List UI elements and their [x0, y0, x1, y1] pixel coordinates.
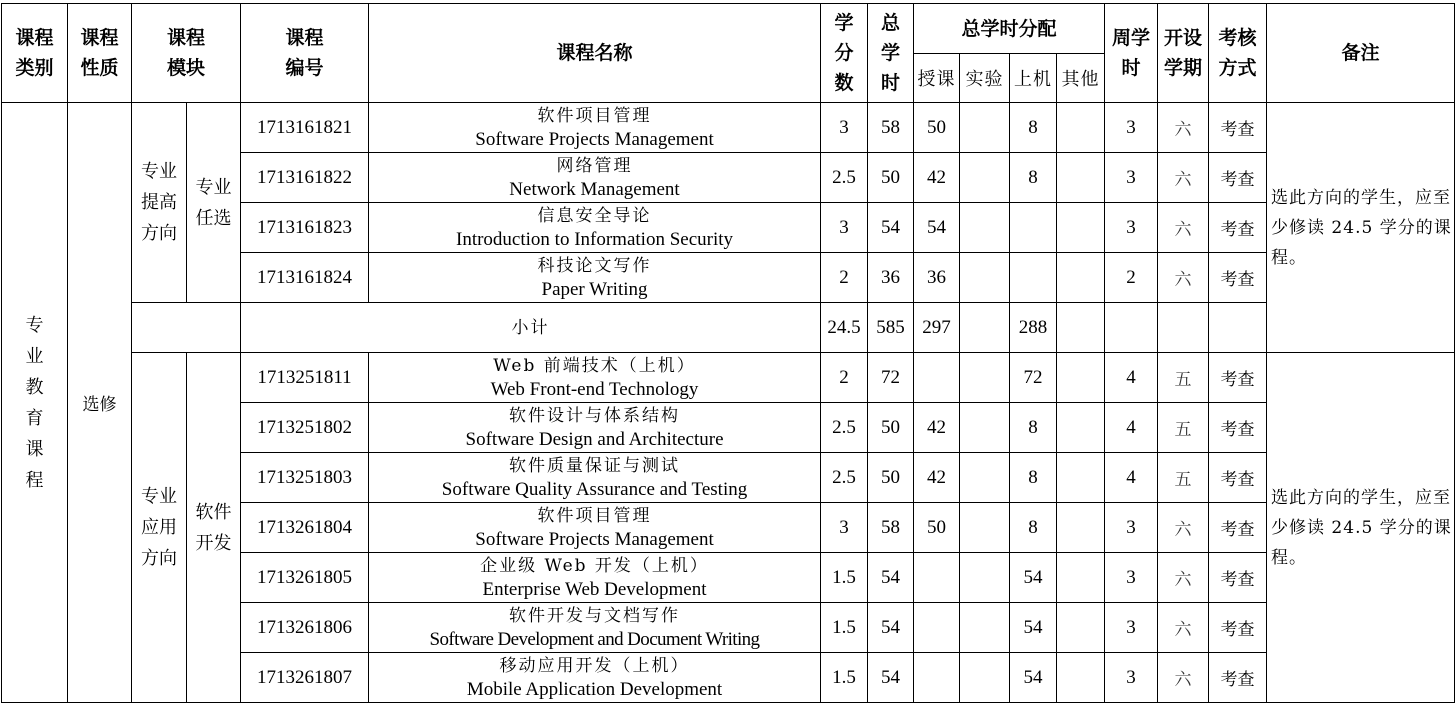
total-hours: 36 — [868, 253, 914, 303]
header-computer: 上机 — [1010, 54, 1057, 103]
header-assessment: 考核 方式 — [1209, 4, 1267, 103]
weekly-hours: 3 — [1105, 203, 1158, 253]
header-row-top — [2, 4, 1455, 54]
lecture-hours — [914, 653, 960, 703]
total-hours: 58 — [868, 503, 914, 553]
experiment-hours — [960, 653, 1010, 703]
computer-hours: 8 — [1010, 453, 1057, 503]
computer-hours — [1010, 203, 1057, 253]
computer-hours: 8 — [1010, 403, 1057, 453]
header-category: 课程 类别 — [2, 4, 68, 103]
course-name: 网络管理 Network Management — [369, 153, 821, 203]
course-code: 1713261804 — [241, 503, 369, 553]
lecture-hours: 50 — [914, 503, 960, 553]
experiment-hours — [960, 203, 1010, 253]
assessment: 考查 — [1209, 553, 1267, 603]
lecture-hours: 36 — [914, 253, 960, 303]
lecture-hours: 42 — [914, 403, 960, 453]
assessment: 考查 — [1209, 403, 1267, 453]
header-hours-distribution: 总学时分配 — [914, 4, 1105, 54]
total-hours: 54 — [868, 553, 914, 603]
course-code: 1713251811 — [241, 353, 369, 403]
credits: 1.5 — [821, 653, 868, 703]
course-code: 1713261805 — [241, 553, 369, 603]
experiment-hours — [960, 103, 1010, 153]
computer-hours: 54 — [1010, 603, 1057, 653]
weekly-hours: 4 — [1105, 353, 1158, 403]
credits: 2.5 — [821, 403, 868, 453]
credits: 3 — [821, 203, 868, 253]
computer-hours — [1010, 253, 1057, 303]
assessment: 考查 — [1209, 203, 1267, 253]
other-hours — [1057, 403, 1105, 453]
header-code: 课程 编号 — [241, 4, 369, 103]
subtotal-computer: 288 — [1010, 303, 1057, 353]
credits: 2.5 — [821, 153, 868, 203]
weekly-hours: 4 — [1105, 453, 1158, 503]
semester: 六 — [1158, 203, 1209, 253]
course-code: 1713261806 — [241, 603, 369, 653]
course-name: 软件项目管理 Software Projects Management — [369, 503, 821, 553]
weekly-hours: 3 — [1105, 503, 1158, 553]
lecture-hours: 54 — [914, 203, 960, 253]
header-credits: 学 分 数 — [821, 4, 868, 103]
total-hours: 50 — [868, 403, 914, 453]
assessment: 考查 — [1209, 253, 1267, 303]
course-code: 1713251803 — [241, 453, 369, 503]
module-cell-1: 专业 任选 — [187, 103, 241, 303]
course-code: 1713161824 — [241, 253, 369, 303]
computer-hours: 8 — [1010, 103, 1057, 153]
table-row — [2, 103, 1455, 153]
experiment-hours — [960, 603, 1010, 653]
header-experiment: 实验 — [960, 54, 1010, 103]
lecture-hours: 42 — [914, 153, 960, 203]
subtotal-semester — [1158, 303, 1209, 353]
other-hours — [1057, 603, 1105, 653]
lecture-hours: 42 — [914, 453, 960, 503]
header-semester: 开设 学期 — [1158, 4, 1209, 103]
header-course-name: 课程名称 — [369, 4, 821, 103]
course-name: 移动应用开发（上机） Mobile Application Development — [369, 653, 821, 703]
credits: 2 — [821, 253, 868, 303]
course-name: 信息安全导论 Introduction to Information Security — [369, 203, 821, 253]
header-remarks: 备注 — [1267, 4, 1455, 103]
total-hours: 54 — [868, 653, 914, 703]
semester: 六 — [1158, 503, 1209, 553]
course-name: 软件设计与体系结构 Software Design and Architecture — [369, 403, 821, 453]
semester: 五 — [1158, 403, 1209, 453]
other-hours — [1057, 653, 1105, 703]
other-hours — [1057, 253, 1105, 303]
course-name: 软件质量保证与测试 Software Quality Assurance and Testing — [369, 453, 821, 503]
other-hours — [1057, 553, 1105, 603]
credits: 3 — [821, 103, 868, 153]
experiment-hours — [960, 403, 1010, 453]
semester: 六 — [1158, 653, 1209, 703]
assessment: 考查 — [1209, 503, 1267, 553]
weekly-hours: 3 — [1105, 653, 1158, 703]
weekly-hours: 2 — [1105, 253, 1158, 303]
subtotal-other — [1057, 303, 1105, 353]
weekly-hours: 3 — [1105, 103, 1158, 153]
computer-hours: 8 — [1010, 153, 1057, 203]
subtotal-hours: 585 — [868, 303, 914, 353]
lecture-hours — [914, 353, 960, 403]
subtotal-experiment — [960, 303, 1010, 353]
computer-hours: 8 — [1010, 503, 1057, 553]
credits: 3 — [821, 503, 868, 553]
experiment-hours — [960, 353, 1010, 403]
assessment: 考查 — [1209, 153, 1267, 203]
course-code: 1713161821 — [241, 103, 369, 153]
subtotal-row — [2, 303, 1455, 353]
course-name: 企业级 Web 开发（上机） Enterprise Web Development — [369, 553, 821, 603]
experiment-hours — [960, 253, 1010, 303]
weekly-hours: 3 — [1105, 553, 1158, 603]
computer-hours: 54 — [1010, 653, 1057, 703]
subtotal-assessment — [1209, 303, 1267, 353]
remark-cell-2: 选此方向的学生，应至少修读 24.5 学分的课程。 — [1267, 353, 1455, 703]
total-hours: 50 — [868, 453, 914, 503]
direction-cell-1: 专业 提高 方向 — [132, 103, 187, 303]
computer-hours: 54 — [1010, 553, 1057, 603]
semester: 五 — [1158, 353, 1209, 403]
other-hours — [1057, 203, 1105, 253]
course-code: 1713261807 — [241, 653, 369, 703]
other-hours — [1057, 453, 1105, 503]
weekly-hours: 4 — [1105, 403, 1158, 453]
experiment-hours — [960, 153, 1010, 203]
experiment-hours — [960, 453, 1010, 503]
course-code: 1713161823 — [241, 203, 369, 253]
course-name: 软件项目管理 Software Projects Management — [369, 103, 821, 153]
semester: 六 — [1158, 153, 1209, 203]
course-code: 1713251802 — [241, 403, 369, 453]
header-module: 课程 模块 — [132, 4, 241, 103]
other-hours — [1057, 103, 1105, 153]
experiment-hours — [960, 503, 1010, 553]
experiment-hours — [960, 553, 1010, 603]
semester: 六 — [1158, 603, 1209, 653]
credits: 2.5 — [821, 453, 868, 503]
subtotal-weekly — [1105, 303, 1158, 353]
course-name: 软件开发与文档写作 Software Development and Document Writing — [369, 603, 821, 653]
assessment: 考查 — [1209, 353, 1267, 403]
total-hours: 50 — [868, 153, 914, 203]
curriculum-table — [1, 3, 1455, 703]
computer-hours: 72 — [1010, 353, 1057, 403]
credits: 1.5 — [821, 553, 868, 603]
lecture-hours — [914, 603, 960, 653]
semester: 五 — [1158, 453, 1209, 503]
credits: 1.5 — [821, 603, 868, 653]
semester: 六 — [1158, 553, 1209, 603]
lecture-hours: 50 — [914, 103, 960, 153]
subtotal-lecture: 297 — [914, 303, 960, 353]
other-hours — [1057, 153, 1105, 203]
subtotal-credits: 24.5 — [821, 303, 868, 353]
header-other: 其他 — [1057, 54, 1105, 103]
subtotal-label: 小计 — [241, 303, 821, 353]
header-lecture: 授课 — [914, 54, 960, 103]
header-weekly-hours: 周学 时 — [1105, 4, 1158, 103]
assessment: 考查 — [1209, 453, 1267, 503]
total-hours: 72 — [868, 353, 914, 403]
semester: 六 — [1158, 253, 1209, 303]
table-row — [2, 353, 1455, 403]
module-cell-2: 软件 开发 — [187, 353, 241, 703]
header-nature: 课程 性质 — [68, 4, 132, 103]
total-hours: 54 — [868, 203, 914, 253]
other-hours — [1057, 503, 1105, 553]
category-cell: 专 业 教 育 课 程 — [2, 103, 68, 703]
remark-cell-1: 选此方向的学生，应至少修读 24.5 学分的课程。 — [1267, 103, 1455, 353]
assessment: 考查 — [1209, 603, 1267, 653]
assessment: 考查 — [1209, 103, 1267, 153]
direction-cell-2: 专业 应用 方向 — [132, 353, 187, 703]
course-name: 科技论文写作 Paper Writing — [369, 253, 821, 303]
weekly-hours: 3 — [1105, 153, 1158, 203]
subtotal-blank — [132, 303, 241, 353]
total-hours: 54 — [868, 603, 914, 653]
course-name: Web 前端技术（上机） Web Front-end Technology — [369, 353, 821, 403]
assessment: 考查 — [1209, 653, 1267, 703]
weekly-hours: 3 — [1105, 603, 1158, 653]
semester: 六 — [1158, 103, 1209, 153]
credits: 2 — [821, 353, 868, 403]
nature-cell: 选修 — [68, 103, 132, 703]
other-hours — [1057, 353, 1105, 403]
course-code: 1713161822 — [241, 153, 369, 203]
total-hours: 58 — [868, 103, 914, 153]
header-total-hours: 总 学 时 — [868, 4, 914, 103]
lecture-hours — [914, 553, 960, 603]
